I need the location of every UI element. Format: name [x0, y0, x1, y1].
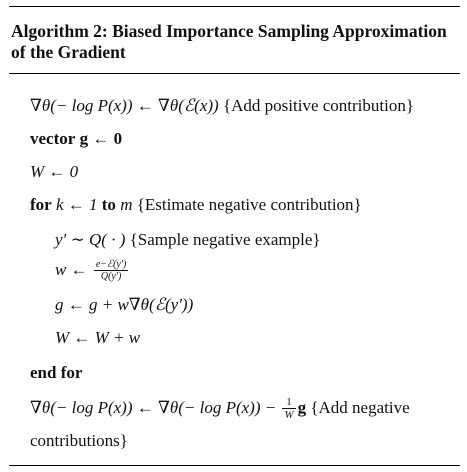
- keyword-to: to: [101, 195, 116, 214]
- weight-denominator: Q(y′): [100, 271, 122, 282]
- caption-label: Algorithm 2:: [11, 21, 108, 41]
- line-w-init: [30, 162, 78, 182]
- final-gradient-expr: ∇θ(− log P(x)) ← ∇θ(− log P(x)) −: [30, 397, 277, 417]
- bottom-rule: [9, 465, 460, 466]
- line-w-update: [55, 328, 140, 348]
- line-g-update: [55, 295, 193, 315]
- sample-expr: y′ ∼ Q( · ): [55, 230, 126, 249]
- top-rule: [9, 6, 460, 7]
- keyword-vector: vector: [30, 129, 76, 148]
- gradient-rhs: ∇θ(ℰ(x)): [158, 96, 219, 115]
- vector-g: g: [297, 397, 307, 417]
- caption-rule: [9, 73, 460, 74]
- g-update-expr: g ← g + w∇θ(ℰ(y′)): [55, 295, 194, 314]
- weight-lhs: w ←: [55, 259, 88, 279]
- assign-arrow: ←: [136, 96, 154, 115]
- inverse-w-numerator: 1: [282, 397, 295, 409]
- line-positive-contribution: [30, 96, 414, 116]
- loop-index: k ← 1: [55, 195, 98, 214]
- loop-bound: m: [120, 195, 133, 214]
- comment-sample: {Sample negative example}: [129, 230, 321, 249]
- w-update-expr: W ← W + w: [55, 328, 141, 347]
- comment-positive: {Add positive contribution}: [222, 96, 414, 115]
- caption-title: Biased Importance Sampling Approximation of the Gradient: [11, 21, 447, 62]
- comment-negative-estimate: {Estimate negative contribution}: [136, 195, 362, 214]
- vector-init-expr: g ← 0: [79, 129, 123, 148]
- inverse-w-denominator: W: [284, 409, 294, 421]
- gradient-lhs: ∇θ(− log P(x)): [30, 96, 133, 115]
- algorithm-box: [9, 6, 460, 467]
- line-weight: [55, 259, 130, 283]
- algorithm-caption: [11, 21, 458, 63]
- line-end-for: [30, 363, 82, 383]
- keyword-for: for: [30, 195, 52, 214]
- line-for-loop: [30, 195, 362, 215]
- line-comment-continuation: [30, 431, 128, 451]
- comment-add-negative: {Add negative: [310, 397, 410, 417]
- comment-continuation: contributions}: [30, 431, 128, 450]
- keyword-end-for: end for: [30, 363, 83, 382]
- line-negative-contribution: [30, 397, 410, 421]
- weight-numerator: e−ℰ(y′): [95, 259, 127, 270]
- line-vector-init: [30, 129, 122, 149]
- line-sample: [55, 230, 321, 250]
- w-init-expr: W ← 0: [30, 162, 79, 181]
- inverse-w-fraction: [282, 397, 295, 421]
- weight-fraction: [94, 259, 129, 283]
